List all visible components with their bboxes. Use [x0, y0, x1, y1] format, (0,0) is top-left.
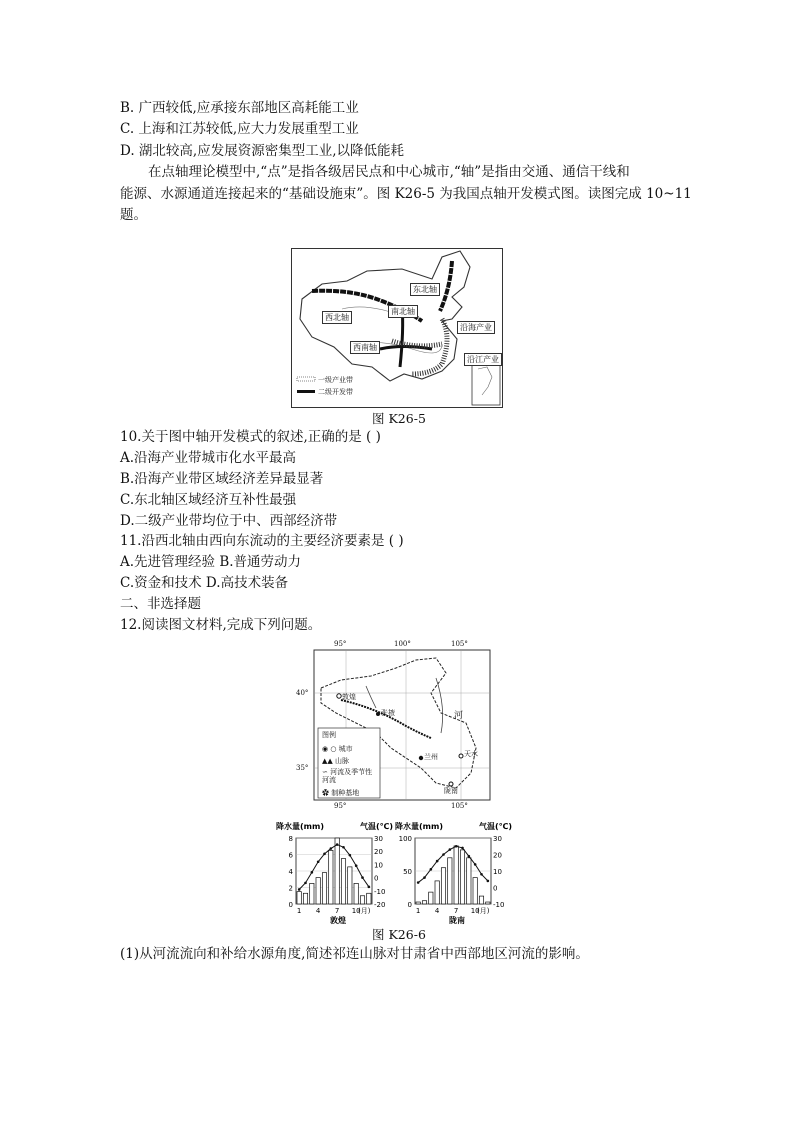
- dunhuang-xtick: 1: [296, 907, 302, 915]
- dunhuang-ylabel: 降水量(mm): [276, 822, 324, 831]
- longnan-xtick: 10: [470, 907, 480, 915]
- dunhuang-precip-bar: [297, 892, 301, 904]
- longnan-precip-bar: [441, 868, 445, 904]
- longnan-precip-bar: [416, 902, 420, 904]
- dunhuang-temp-point: [336, 843, 339, 846]
- label-xinan-axis: 西南轴: [350, 341, 380, 354]
- mountain-icon: ▲▲: [322, 757, 335, 765]
- longnan-temp-point: [474, 863, 477, 866]
- lon-100-top: 100°: [394, 640, 411, 648]
- dunhuang-y2tick: 10: [374, 861, 383, 870]
- dunhuang-precip-bar: [348, 867, 352, 904]
- legend-title: 图例: [322, 731, 336, 739]
- dunhuang-temp-point: [342, 846, 345, 849]
- dunhuang-y2tick: 0: [374, 874, 379, 883]
- legend-seed-base: [322, 788, 359, 798]
- gansu-map: [296, 638, 494, 816]
- lon-95-bottom: 95°: [334, 802, 347, 810]
- longnan-y2tick: -10: [493, 901, 505, 909]
- dunhuang-precip-bar: [303, 893, 307, 904]
- dunhuang-precip-bar: [329, 850, 333, 904]
- dunhuang-precip-bar: [354, 883, 358, 904]
- longnan-precip-bar: [454, 846, 458, 904]
- dunhuang-temp-point: [361, 876, 364, 879]
- option-c-prev: C. 上海和江苏较低,应大力发展重型工业: [120, 121, 359, 137]
- climate-chart-dunhuang: [276, 820, 396, 926]
- q12-sub1: (1)从河流流向和补给水源角度,简述祁连山脉对甘肃省中西部地区河流的影响。: [120, 946, 589, 962]
- lat-35: 35°: [296, 764, 309, 772]
- place-lanzhou: 兰州: [424, 753, 438, 761]
- dunhuang-y2tick: 30: [374, 835, 383, 843]
- longnan-temp-point: [487, 880, 490, 883]
- legend-city: [322, 744, 353, 754]
- climate-chart-longnan: [395, 820, 515, 926]
- longnan-ytick: 0: [407, 901, 412, 909]
- q10-option-a: A.沿海产业带城市化水平最高: [120, 450, 297, 466]
- longnan-temp-line: [418, 846, 488, 882]
- dunhuang-temp-point: [317, 860, 320, 863]
- longnan-precip-bar: [429, 892, 433, 904]
- longnan-temp-point: [423, 876, 426, 879]
- longnan-xtick: 7: [453, 907, 459, 915]
- dunhuang-xlabel: (月): [358, 907, 371, 915]
- longnan-temp-point: [436, 860, 439, 863]
- seed-base-icon: ✿: [322, 789, 332, 797]
- legend-seed-label: 制种基地: [331, 789, 360, 797]
- q10-stem: 10.关于图中轴开发模式的叙述,正确的是 ( ): [120, 429, 381, 445]
- place-longnan: 陇南: [444, 787, 458, 795]
- dunhuang-xtick: 4: [315, 907, 321, 915]
- longnan-precip-bar: [467, 858, 471, 904]
- river-icon: ∽: [322, 768, 331, 776]
- longnan-temp-point: [430, 868, 433, 871]
- longnan-xlabel: (月): [477, 907, 490, 915]
- place-dunhuang: 敦煌: [342, 693, 356, 701]
- dunhuang-temp-point: [304, 882, 307, 885]
- dunhuang-station-name: 敦煌: [330, 916, 346, 925]
- dunhuang-precip-bar: [335, 838, 339, 904]
- intro-line-2: 能源、水源通道连接起来的“基础设施束”。图 K26-5 为我国点轴开发模式图。读图完成 10~11: [120, 186, 692, 202]
- figure-caption-k26-6: 图 K26-6: [372, 927, 426, 942]
- legend-mountain: [322, 756, 349, 766]
- longnan-precip-bar: [486, 902, 490, 904]
- dunhuang-temp-point: [311, 871, 314, 874]
- option-d-prev: D. 湖北较高,应发展资源密集型工业,以降低能耗: [120, 143, 405, 159]
- longnan-xtick: 4: [434, 907, 440, 915]
- dunhuang-ytick: 2: [288, 884, 293, 893]
- option-b-prev: B. 广西较低,应承接东部地区高耗能工业: [120, 100, 359, 116]
- longnan-station-name: 陇南: [449, 916, 465, 925]
- dunhuang-temp-point: [349, 854, 352, 857]
- longnan-ytick: 50: [403, 868, 412, 876]
- longnan-y2tick: 0: [493, 884, 498, 893]
- legend-first-belt: 一级产业带: [318, 376, 353, 384]
- dunhuang-xtick: 10: [351, 907, 361, 915]
- longnan-y2tick: 30: [493, 835, 502, 843]
- longnan-precip-bar: [422, 901, 426, 904]
- dunhuang-precip-bar: [367, 893, 371, 904]
- longnan-y2tick: 20: [493, 851, 502, 860]
- intro-line-3: 题。: [120, 207, 147, 223]
- figure-caption-k26-5: 图 K26-5: [372, 411, 426, 426]
- longnan-temp-point: [468, 855, 471, 858]
- q12-stem: 12.阅读图文材料,完成下列问题。: [120, 617, 322, 633]
- dunhuang-ytick: 0: [288, 901, 293, 909]
- dunhuang-precip-bar: [310, 883, 314, 904]
- lon-105-bottom: 105°: [451, 802, 468, 810]
- longnan-temp-point: [417, 881, 420, 884]
- legend-river-label: 河流及季节性河流: [322, 768, 373, 784]
- dunhuang-y2tick: 20: [374, 848, 383, 857]
- dunhuang-temp-point: [368, 886, 371, 889]
- dunhuang-ytick: 8: [288, 835, 293, 843]
- dunhuang-ytick: 4: [288, 868, 293, 876]
- dunhuang-y2tick: -10: [374, 887, 386, 896]
- longnan-y2tick: 10: [493, 868, 502, 876]
- legend-mountain-label: 山脉: [335, 757, 349, 765]
- lon-105-top: 105°: [451, 640, 468, 648]
- q11-stem: 11.沿西北轴由西向东流动的主要经济要素是 ( ): [120, 533, 404, 549]
- dunhuang-temp-point: [298, 888, 301, 891]
- label-dongbei-axis: 东北轴: [410, 283, 440, 296]
- dunhuang-precip-bar: [360, 896, 364, 904]
- longnan-temp-point: [442, 853, 445, 856]
- dunhuang-temp-point: [355, 864, 358, 867]
- longnan-y2label: 气温(℃): [479, 822, 512, 831]
- dunhuang-temp-line: [299, 845, 369, 890]
- longnan-temp-point: [480, 873, 483, 876]
- longnan-temp-point: [449, 848, 452, 851]
- dunhuang-y2tick: -20: [374, 901, 386, 909]
- q11-options-cd: C.资金和技术 D.高技术装备: [120, 575, 289, 591]
- longnan-temp-point: [455, 845, 458, 848]
- dunhuang-precip-bar: [316, 878, 320, 904]
- q10-option-b: B.沿海产业带区域经济差异最显著: [120, 471, 324, 487]
- lon-95-top: 95°: [334, 640, 347, 648]
- legend-city-label: 城市: [338, 745, 353, 753]
- dunhuang-precip-bar: [341, 859, 345, 904]
- longnan-precip-bar: [479, 896, 483, 904]
- dunhuang-temp-point: [323, 853, 326, 856]
- label-coastal-belt: 沿海产业: [457, 321, 495, 334]
- section-heading: 二、非选择题: [120, 596, 201, 612]
- dunhuang-y2label: 气温(℃): [360, 822, 393, 831]
- q11-options-ab: A.先进管理经验 B.普通劳动力: [120, 554, 302, 570]
- dunhuang-precip-bar: [322, 873, 326, 904]
- longnan-temp-point: [461, 847, 464, 850]
- dunhuang-xtick: 7: [334, 907, 340, 915]
- longnan-precip-bar: [460, 850, 464, 904]
- label-nanbei-axis: 南北轴: [388, 305, 418, 318]
- longnan-ylabel: 降水量(mm): [395, 822, 443, 831]
- longnan-precip-bar: [448, 858, 452, 904]
- place-zhangye: 张掖: [381, 709, 395, 717]
- legend-second-belt: 二级开发带: [318, 388, 353, 396]
- city-icon: ◉ ○: [322, 745, 339, 753]
- dunhuang-ytick: 6: [288, 851, 293, 860]
- china-axis-map: [291, 248, 503, 408]
- place-he: 河: [454, 711, 464, 721]
- lat-40: 40°: [296, 689, 309, 697]
- legend-river: [322, 768, 378, 784]
- dunhuang-temp-point: [330, 847, 333, 850]
- longnan-precip-bar: [473, 878, 477, 904]
- longnan-precip-bar: [435, 881, 439, 904]
- place-tianshui: 天水: [464, 750, 478, 758]
- label-river-belt: 沿江产业: [464, 353, 502, 366]
- label-xibei-axis: 西北轴: [322, 311, 352, 324]
- q10-option-d: D.二级产业带均位于中、西部经济带: [120, 513, 338, 529]
- longnan-ytick: 100: [398, 835, 412, 843]
- q10-option-c: C.东北轴区域经济互补性最强: [120, 492, 297, 508]
- longnan-xtick: 1: [415, 907, 421, 915]
- intro-line-1: 在点轴理论模型中,“点”是指各级居民点和中心城市,“轴”是指由交通、通信干线和: [148, 164, 630, 180]
